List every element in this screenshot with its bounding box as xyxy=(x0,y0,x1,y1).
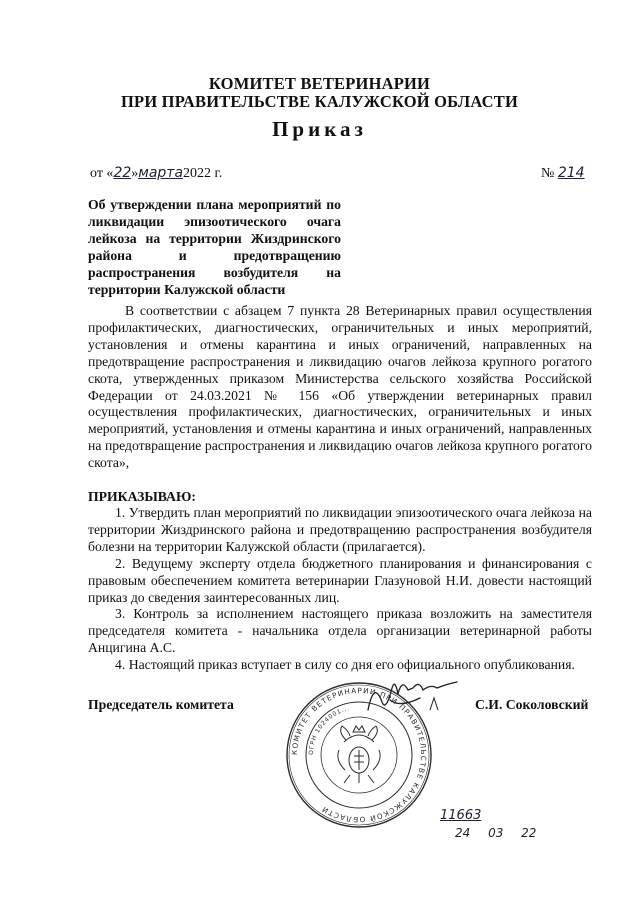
subject-line: района и предотвращению xyxy=(88,248,341,263)
date-mid: » xyxy=(131,166,139,181)
subject-line: территории Калужской области xyxy=(88,282,286,297)
order-subject xyxy=(88,196,341,298)
registration-date: 24 03 22 xyxy=(455,826,537,840)
preamble-text: В соответствии с абзацем 7 пункта 28 Ветеринарных правил осуществления профилактических, диагностических, ограничительных и иных мероприятий, установления и отмены карантина и иных ограничений, направленных на предотвращение распространения и ликвидацию очагов лейкоза крупного рогатого скота, утвержденных приказом Министерства сельского хозяйства Российской Федерации от 24.03.2021 № 156 «Об утверждении ветеринарных правил осуществления профилактических, диагностических, ограничительных и иных мероприятий, установления и отмены карантина и иных ограничений, направленных на предотвращение распространения и ликвидацию очагов лейкоза крупного рогатого скота», xyxy=(88,303,592,471)
signatory-name: С.И. Соколовский xyxy=(475,697,589,712)
order-item: 3. Контроль за исполнением настоящего приказа возложить на заместителя председателя комитета - начальника отдела организации ветеринарной работы Анцигина А.С. xyxy=(88,606,592,656)
coat-of-arms-icon xyxy=(338,726,380,783)
date-month: марта xyxy=(138,165,184,181)
handwritten-signature xyxy=(360,672,470,722)
date-prefix: от « xyxy=(90,166,114,181)
seal-outer-text: КОМИТЕТ ВЕТЕРИНАРИИ ПРИ ПРАВИТЕЛЬСТВЕ КАЛУЖСКОЙ ОБЛАСТИ xyxy=(289,685,429,825)
subject-line: распространения возбудителя на xyxy=(88,265,341,280)
subject-line: лейкоза на территории Жиздринского xyxy=(88,231,341,246)
org-name-line2: ПРИ ПРАВИТЕЛЬСТВЕ КАЛУЖСКОЙ ОБЛАСТИ xyxy=(121,92,518,111)
preamble-block xyxy=(88,303,592,472)
order-keyword: ПРИКАЗЫВАЮ: xyxy=(88,489,196,504)
order-item: 4. Настоящий приказ вступает в силу со дня его официального опубликования. xyxy=(115,657,575,673)
number-prefix: № xyxy=(541,166,555,181)
date-day: 22 xyxy=(113,165,132,181)
registration-number: 11663 xyxy=(440,808,482,823)
seal-inner-text: ОГРН 1024001... xyxy=(307,705,351,756)
order-item: 1. Утвердить план мероприятий по ликвидации эпизоотического очага лейкоза на территории Жиздринского района и предотвращению распространения возбудителя болезни на территории Калужской области (прилагается). xyxy=(88,505,592,554)
org-name-line1: КОМИТЕТ ВЕТЕРИНАРИИ xyxy=(208,74,431,93)
order-item: 2. Ведущему эксперту отдела бюджетного планирования и финансирования с правовым обеспечением комитета ветеринарии Глазуновой Н.И. довести настоящий приказ до сведения заинтересованных лиц. xyxy=(88,555,592,605)
subject-line: Об утверждении плана мероприятий по xyxy=(88,197,341,212)
signatory-position: Председатель комитета xyxy=(88,697,234,712)
number-value: 214 xyxy=(557,165,585,181)
order-date xyxy=(90,165,222,182)
order-number xyxy=(541,165,585,182)
subject-line: ликвидации эпизоотического очага xyxy=(88,214,341,229)
order-items xyxy=(88,505,592,674)
document-title: Приказ xyxy=(272,117,367,141)
date-year: 2022 г. xyxy=(183,166,223,181)
